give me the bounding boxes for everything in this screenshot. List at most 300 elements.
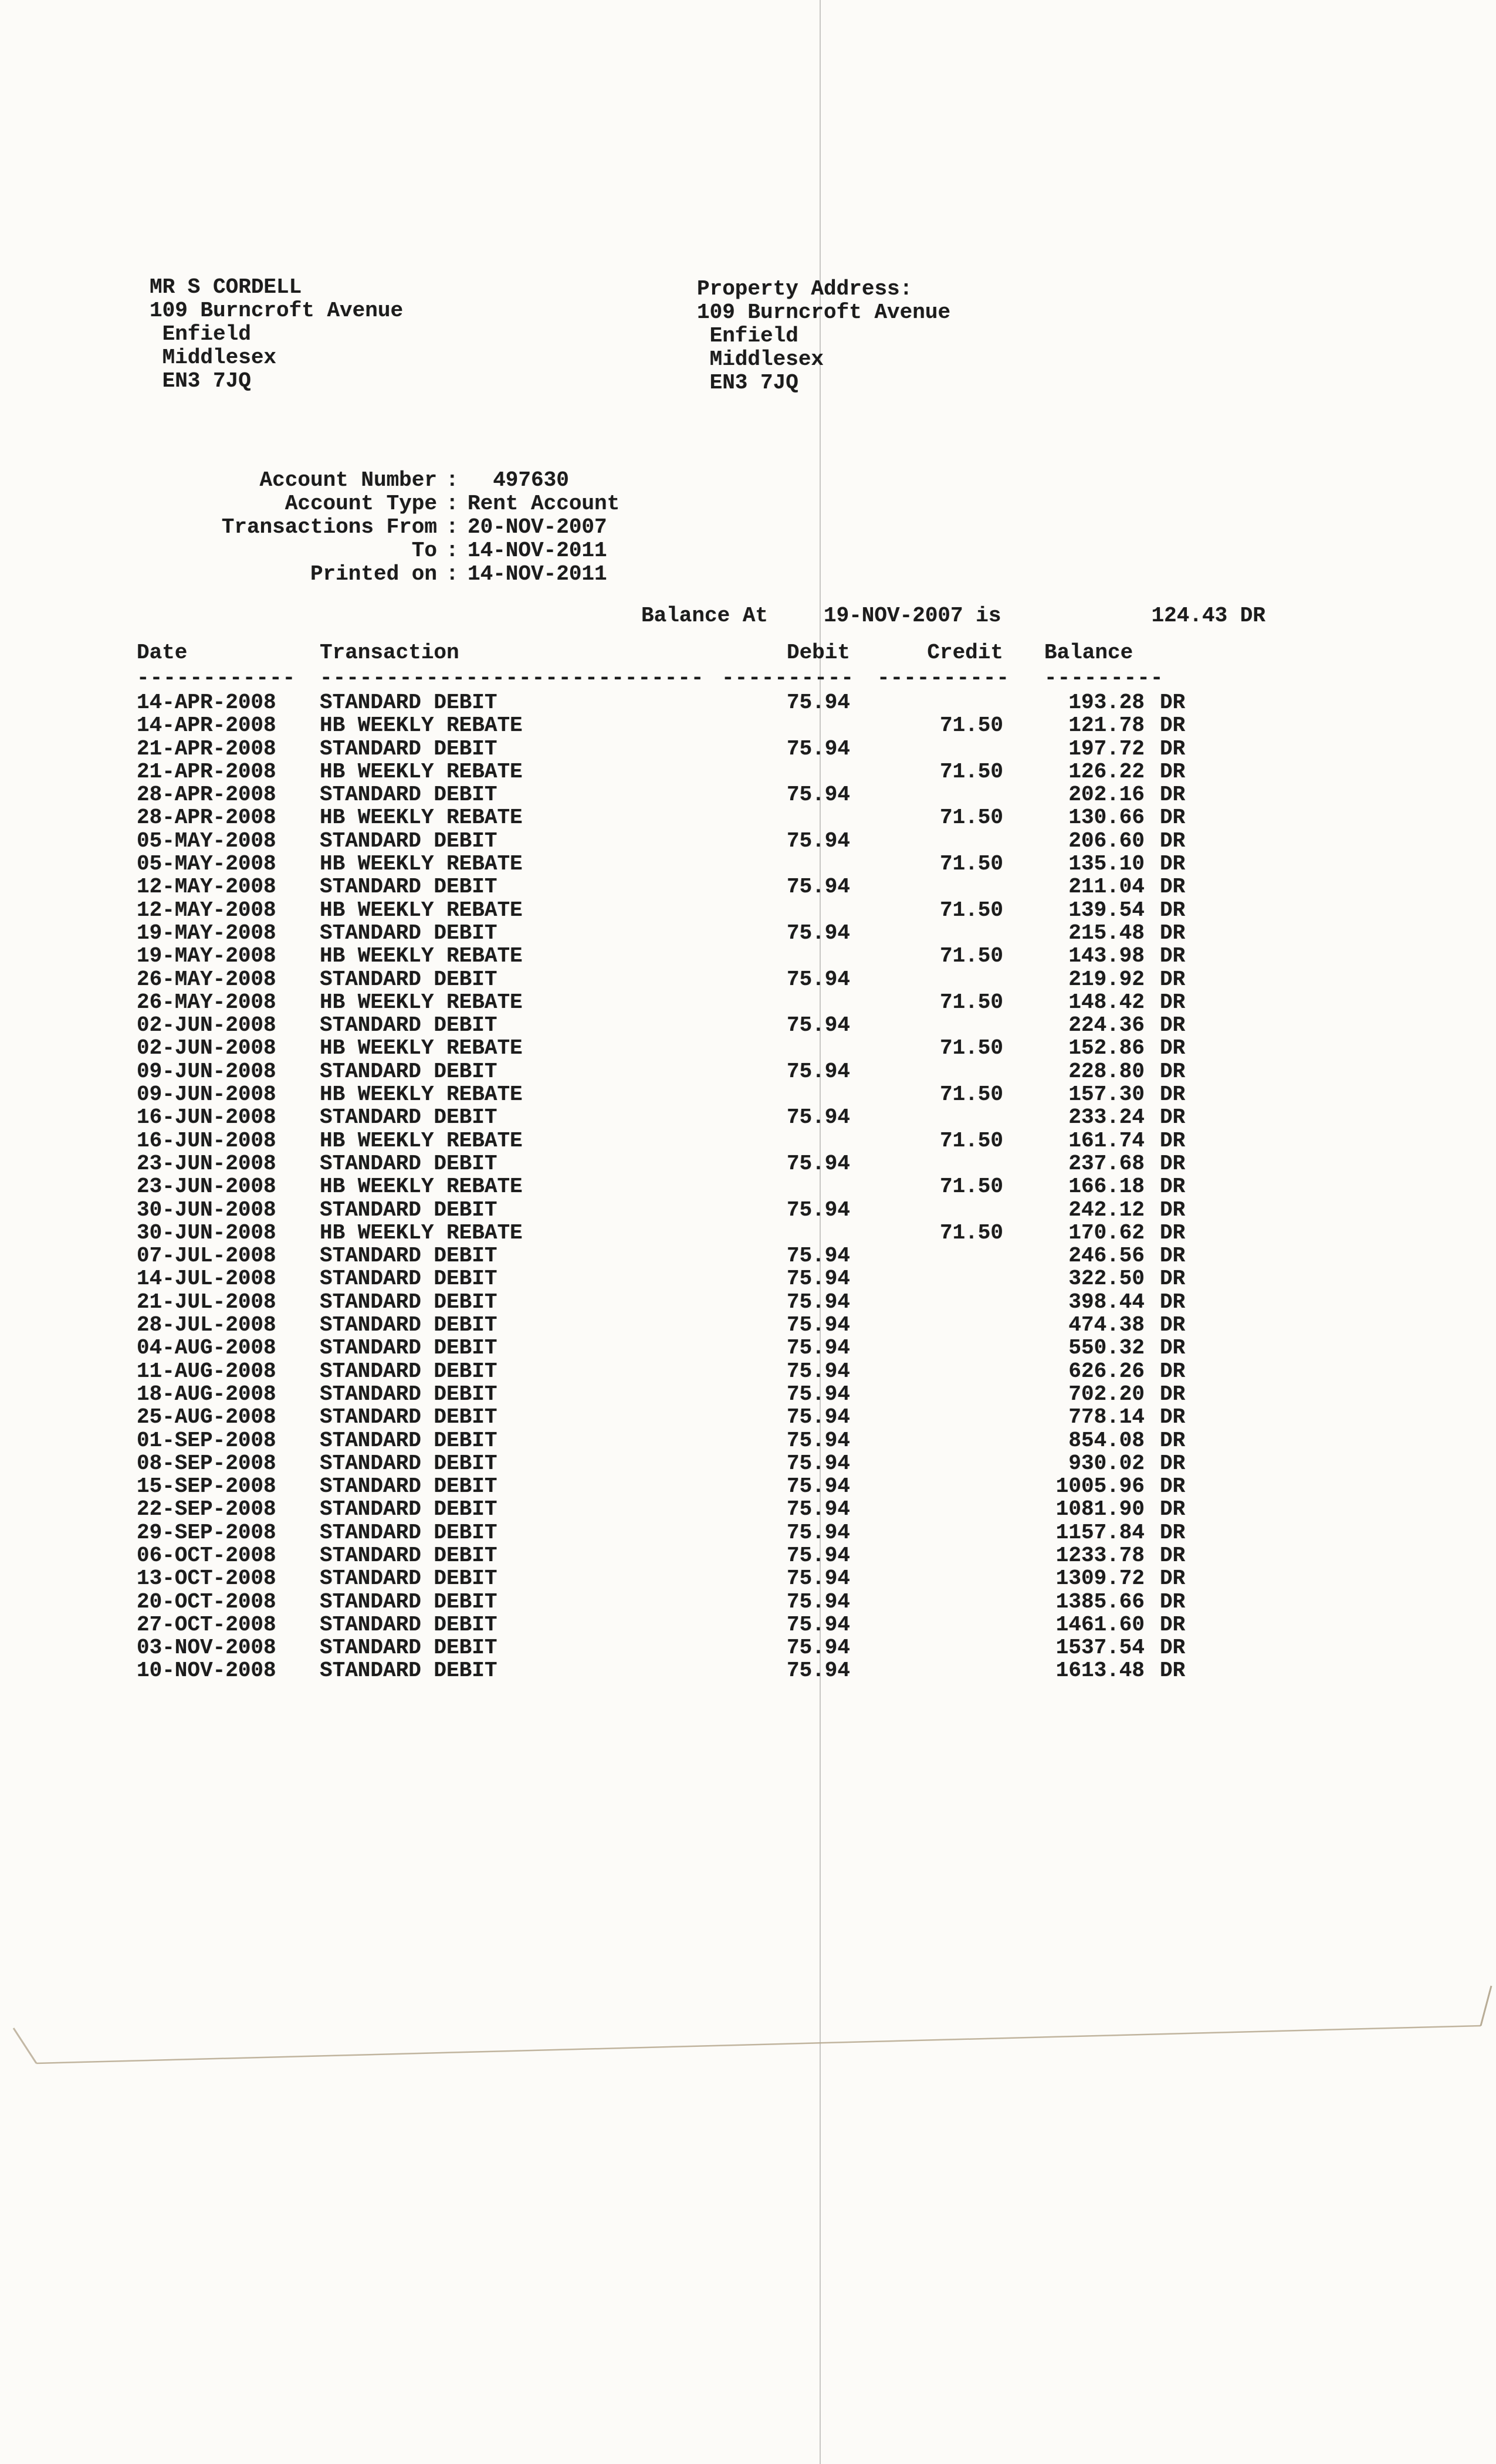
table-row: [0, 1636, 1496, 1659]
cell-balance: 854.08: [1068, 1428, 1145, 1453]
cell-balance: 126.22: [1068, 759, 1145, 784]
cell-debit: 75.94: [786, 1151, 850, 1176]
cell-balance: 1385.66: [1055, 1589, 1145, 1614]
cell-transaction: STANDARD DEBIT: [320, 1428, 497, 1453]
cell-credit: 71.50: [939, 990, 1003, 1014]
recipient-address-block: [150, 276, 403, 393]
account-detail-value: 20-NOV-2007: [468, 515, 607, 539]
cell-debit: 75.94: [786, 1013, 850, 1038]
cell-transaction: HB WEEKLY REBATE: [320, 990, 523, 1014]
property-address-line: Middlesex: [697, 347, 824, 371]
table-row: [0, 899, 1496, 922]
cell-debit: 75.94: [786, 1589, 850, 1614]
cell-transaction: STANDARD DEBIT: [320, 1267, 497, 1291]
table-row: [0, 945, 1496, 967]
cell-dr-indicator: DR: [1160, 898, 1186, 922]
column-header-credit: Credit: [927, 641, 1003, 665]
cell-balance: 143.98: [1068, 944, 1145, 969]
table-row: [0, 922, 1496, 945]
table-row: [0, 1244, 1496, 1267]
recipient-address-line: 109 Burncroft Avenue: [150, 299, 404, 323]
cell-date: 11-AUG-2008: [137, 1359, 276, 1383]
cell-transaction: HB WEEKLY REBATE: [320, 1128, 523, 1153]
cell-debit: 75.94: [786, 1244, 850, 1268]
separator-balance: ---------: [1044, 666, 1164, 690]
column-header-debit: Debit: [786, 641, 850, 665]
table-row: [0, 1590, 1496, 1613]
cell-debit: 75.94: [786, 1359, 850, 1383]
table-row: [0, 1152, 1496, 1175]
cell-date: 27-OCT-2008: [137, 1612, 276, 1637]
cell-transaction: STANDARD DEBIT: [320, 967, 497, 991]
table-row: [0, 1659, 1496, 1682]
cell-balance: 148.42: [1068, 990, 1145, 1014]
cell-date: 15-SEP-2008: [137, 1474, 276, 1499]
cell-date: 14-APR-2008: [137, 713, 276, 738]
cell-credit: 71.50: [939, 944, 1003, 969]
cell-balance: 1309.72: [1055, 1566, 1145, 1591]
cell-dr-indicator: DR: [1160, 1359, 1186, 1383]
cell-dr-indicator: DR: [1160, 1175, 1186, 1199]
cell-debit: 75.94: [786, 1520, 850, 1545]
cell-credit: 71.50: [939, 1082, 1003, 1107]
table-row: [0, 1083, 1496, 1106]
cell-date: 29-SEP-2008: [137, 1520, 276, 1545]
cell-balance: 778.14: [1068, 1405, 1145, 1430]
cell-date: 26-MAY-2008: [137, 990, 276, 1014]
table-row: [0, 714, 1496, 737]
account-detail-row: [0, 539, 1496, 563]
table-row: [0, 1175, 1496, 1198]
account-detail-value: 497630: [468, 468, 569, 492]
cell-dr-indicator: DR: [1160, 1566, 1186, 1591]
cell-date: 22-SEP-2008: [137, 1497, 276, 1522]
cell-dr-indicator: DR: [1160, 1289, 1186, 1314]
cell-dr-indicator: DR: [1160, 1659, 1186, 1683]
cell-transaction: STANDARD DEBIT: [320, 1289, 497, 1314]
cell-balance: 206.60: [1068, 828, 1145, 853]
cell-date: 01-SEP-2008: [137, 1428, 276, 1453]
cell-debit: 75.94: [786, 736, 850, 761]
cell-balance: 1081.90: [1055, 1497, 1145, 1522]
cell-dr-indicator: DR: [1160, 875, 1186, 899]
cell-debit: 75.94: [786, 1059, 850, 1084]
cell-transaction: STANDARD DEBIT: [320, 875, 497, 899]
cell-transaction: STANDARD DEBIT: [320, 1474, 497, 1499]
cell-debit: 75.94: [786, 967, 850, 991]
cell-dr-indicator: DR: [1160, 920, 1186, 945]
cell-date: 07-JUL-2008: [137, 1244, 276, 1268]
cell-debit: 75.94: [786, 1197, 850, 1222]
cell-date: 30-JUN-2008: [137, 1197, 276, 1222]
cell-date: 28-JUL-2008: [137, 1313, 276, 1338]
cell-dr-indicator: DR: [1160, 944, 1186, 969]
cell-date: 12-MAY-2008: [137, 875, 276, 899]
cell-transaction: STANDARD DEBIT: [320, 1612, 497, 1637]
cell-debit: 75.94: [786, 875, 850, 899]
cell-transaction: HB WEEKLY REBATE: [320, 1036, 523, 1061]
cell-dr-indicator: DR: [1160, 1497, 1186, 1522]
cell-debit: 75.94: [786, 1382, 850, 1406]
cell-balance: 135.10: [1068, 852, 1145, 876]
cell-credit: 71.50: [939, 898, 1003, 922]
cell-transaction: STANDARD DEBIT: [320, 1105, 497, 1130]
transaction-rows: [0, 691, 1496, 1683]
account-detail-value: 14-NOV-2011: [468, 562, 607, 586]
property-address-line: Enfield: [697, 324, 798, 348]
cell-balance: 130.66: [1068, 805, 1145, 830]
cell-date: 05-MAY-2008: [137, 828, 276, 853]
cell-date: 19-MAY-2008: [137, 920, 276, 945]
cell-dr-indicator: DR: [1160, 1220, 1186, 1245]
cell-transaction: HB WEEKLY REBATE: [320, 898, 523, 922]
table-row: [0, 1014, 1496, 1037]
account-detail-label: Transactions From: [221, 515, 437, 539]
account-detail-value: Rent Account: [468, 492, 620, 516]
paper-bottom-right-corner-edge: [1481, 1986, 1491, 2026]
cell-dr-indicator: DR: [1160, 1151, 1186, 1176]
cell-date: 21-APR-2008: [137, 736, 276, 761]
cell-debit: 75.94: [786, 1474, 850, 1499]
paper-bottom-left-corner-edge: [13, 2028, 36, 2063]
table-row: [0, 830, 1496, 852]
account-detail-label: Account Type: [285, 492, 437, 516]
opening-balance-date: 19-NOV-2007 is: [824, 604, 1001, 628]
cell-balance: 1157.84: [1055, 1520, 1145, 1545]
account-detail-row: [0, 516, 1496, 539]
cell-dr-indicator: DR: [1160, 1128, 1186, 1153]
cell-dr-indicator: DR: [1160, 1636, 1186, 1660]
cell-balance: 246.56: [1068, 1244, 1145, 1268]
table-row: [0, 968, 1496, 991]
cell-date: 18-AUG-2008: [137, 1382, 276, 1406]
cell-transaction: HB WEEKLY REBATE: [320, 805, 523, 830]
cell-balance: 237.68: [1068, 1151, 1145, 1176]
cell-transaction: HB WEEKLY REBATE: [320, 944, 523, 969]
cell-date: 21-JUL-2008: [137, 1289, 276, 1314]
cell-balance: 626.26: [1068, 1359, 1145, 1383]
cell-dr-indicator: DR: [1160, 1474, 1186, 1499]
cell-date: 23-JUN-2008: [137, 1151, 276, 1176]
cell-balance: 1537.54: [1055, 1636, 1145, 1660]
account-detail-colon: :: [446, 562, 459, 586]
cell-transaction: STANDARD DEBIT: [320, 1359, 497, 1383]
cell-dr-indicator: DR: [1160, 1612, 1186, 1637]
cell-date: 19-MAY-2008: [137, 944, 276, 969]
property-address-line: 109 Burncroft Avenue: [697, 300, 951, 324]
cell-dr-indicator: DR: [1160, 1589, 1186, 1614]
cell-date: 14-JUL-2008: [137, 1267, 276, 1291]
cell-credit: 71.50: [939, 1128, 1003, 1153]
account-details-block: [0, 469, 1496, 586]
property-address-heading: Property Address:: [697, 277, 913, 301]
table-row: [0, 1452, 1496, 1475]
cell-debit: 75.94: [786, 783, 850, 807]
account-detail-colon: :: [446, 468, 459, 492]
recipient-address-line: EN3 7JQ: [150, 369, 251, 393]
cell-dr-indicator: DR: [1160, 1313, 1186, 1338]
cell-debit: 75.94: [786, 1405, 850, 1430]
column-header-date: Date: [137, 641, 188, 665]
cell-balance: 398.44: [1068, 1289, 1145, 1314]
table-row: [0, 1336, 1496, 1359]
cell-transaction: STANDARD DEBIT: [320, 1451, 497, 1475]
opening-balance-label: Balance At: [641, 604, 769, 628]
account-detail-row: [0, 492, 1496, 516]
cell-dr-indicator: DR: [1160, 1336, 1186, 1360]
column-header-balance: Balance: [1044, 641, 1133, 665]
table-row: [0, 1129, 1496, 1152]
cell-balance: 242.12: [1068, 1197, 1145, 1222]
column-header-transaction: Transaction: [320, 641, 459, 665]
cell-dr-indicator: DR: [1160, 1405, 1186, 1430]
cell-debit: 75.94: [786, 1659, 850, 1683]
cell-credit: 71.50: [939, 1036, 1003, 1061]
cell-transaction: STANDARD DEBIT: [320, 1636, 497, 1660]
property-address-block: [697, 277, 950, 395]
cell-transaction: STANDARD DEBIT: [320, 1497, 497, 1522]
cell-balance: 1233.78: [1055, 1543, 1145, 1568]
cell-debit: 75.94: [786, 1451, 850, 1475]
cell-balance: 233.24: [1068, 1105, 1145, 1130]
cell-date: 04-AUG-2008: [137, 1336, 276, 1360]
cell-transaction: HB WEEKLY REBATE: [320, 713, 523, 738]
cell-transaction: STANDARD DEBIT: [320, 1013, 497, 1038]
account-detail-colon: :: [446, 539, 459, 563]
table-row: [0, 1267, 1496, 1290]
cell-transaction: HB WEEKLY REBATE: [320, 1082, 523, 1107]
account-detail-colon: :: [446, 492, 459, 516]
cell-transaction: HB WEEKLY REBATE: [320, 1175, 523, 1199]
cell-debit: 75.94: [786, 828, 850, 853]
cell-balance: 550.32: [1068, 1336, 1145, 1360]
table-row: [0, 991, 1496, 1014]
account-detail-row: [0, 563, 1496, 586]
cell-transaction: STANDARD DEBIT: [320, 1336, 497, 1360]
separator-credit: ----------: [877, 666, 1010, 690]
opening-balance-amount: 124.43 DR: [1151, 604, 1265, 628]
cell-date: 05-MAY-2008: [137, 852, 276, 876]
cell-transaction: STANDARD DEBIT: [320, 1059, 497, 1084]
account-detail-row: [0, 469, 1496, 492]
cell-balance: 474.38: [1068, 1313, 1145, 1338]
cell-debit: 75.94: [786, 1428, 850, 1453]
cell-date: 16-JUN-2008: [137, 1128, 276, 1153]
cell-dr-indicator: DR: [1160, 990, 1186, 1014]
table-row: [0, 1106, 1496, 1129]
cell-credit: 71.50: [939, 1220, 1003, 1245]
cell-dr-indicator: DR: [1160, 783, 1186, 807]
separator-date: ------------: [137, 666, 296, 690]
cell-balance: 228.80: [1068, 1059, 1145, 1084]
cell-date: 25-AUG-2008: [137, 1405, 276, 1430]
cell-balance: 157.30: [1068, 1082, 1145, 1107]
cell-dr-indicator: DR: [1160, 1059, 1186, 1084]
cell-balance: 197.72: [1068, 736, 1145, 761]
separator-debit: ----------: [722, 666, 855, 690]
cell-dr-indicator: DR: [1160, 805, 1186, 830]
account-detail-label: To: [411, 539, 437, 563]
cell-balance: 152.86: [1068, 1036, 1145, 1061]
cell-dr-indicator: DR: [1160, 1451, 1186, 1475]
table-row: [0, 1544, 1496, 1567]
cell-balance: 121.78: [1068, 713, 1145, 738]
cell-dr-indicator: DR: [1160, 1543, 1186, 1568]
cell-balance: 211.04: [1068, 875, 1145, 899]
cell-balance: 224.36: [1068, 1013, 1145, 1038]
cell-balance: 322.50: [1068, 1267, 1145, 1291]
cell-date: 26-MAY-2008: [137, 967, 276, 991]
account-detail-label: Printed on: [310, 562, 437, 586]
separator-transaction: -----------------------------: [320, 666, 705, 690]
table-row: [0, 1291, 1496, 1314]
cell-date: 08-SEP-2008: [137, 1451, 276, 1475]
cell-debit: 75.94: [786, 1612, 850, 1637]
opening-balance-line: [0, 604, 1496, 628]
cell-balance: 930.02: [1068, 1451, 1145, 1475]
cell-balance: 702.20: [1068, 1382, 1145, 1406]
cell-transaction: HB WEEKLY REBATE: [320, 759, 523, 784]
cell-credit: 71.50: [939, 805, 1003, 830]
cell-transaction: STANDARD DEBIT: [320, 1520, 497, 1545]
cell-transaction: STANDARD DEBIT: [320, 736, 497, 761]
cell-date: 02-JUN-2008: [137, 1036, 276, 1061]
table-row: [0, 737, 1496, 760]
cell-balance: 219.92: [1068, 967, 1145, 991]
cell-date: 20-OCT-2008: [137, 1589, 276, 1614]
cell-balance: 139.54: [1068, 898, 1145, 922]
cell-date: 12-MAY-2008: [137, 898, 276, 922]
cell-transaction: HB WEEKLY REBATE: [320, 852, 523, 876]
cell-balance: 166.18: [1068, 1175, 1145, 1199]
cell-debit: 75.94: [786, 1313, 850, 1338]
cell-date: 28-APR-2008: [137, 805, 276, 830]
cell-dr-indicator: DR: [1160, 967, 1186, 991]
table-row: [0, 1475, 1496, 1498]
cell-transaction: STANDARD DEBIT: [320, 783, 497, 807]
cell-dr-indicator: DR: [1160, 1082, 1186, 1107]
table-row: [0, 1498, 1496, 1521]
table-row: [0, 1567, 1496, 1590]
cell-date: 06-OCT-2008: [137, 1543, 276, 1568]
cell-transaction: STANDARD DEBIT: [320, 1151, 497, 1176]
cell-credit: 71.50: [939, 852, 1003, 876]
recipient-address-line: MR S CORDELL: [150, 275, 302, 299]
cell-debit: 75.94: [786, 691, 850, 715]
table-row: [0, 760, 1496, 783]
cell-transaction: STANDARD DEBIT: [320, 1405, 497, 1430]
table-row: [0, 806, 1496, 829]
cell-date: 28-APR-2008: [137, 783, 276, 807]
cell-debit: 75.94: [786, 1543, 850, 1568]
cell-date: 30-JUN-2008: [137, 1220, 276, 1245]
table-row: [0, 875, 1496, 898]
cell-debit: 75.94: [786, 920, 850, 945]
account-detail-value: 14-NOV-2011: [468, 539, 607, 563]
cell-debit: 75.94: [786, 1636, 850, 1660]
table-row: [0, 1613, 1496, 1636]
transaction-table: [0, 641, 1496, 1683]
cell-balance: 161.74: [1068, 1128, 1145, 1153]
cell-dr-indicator: DR: [1160, 852, 1186, 876]
cell-transaction: STANDARD DEBIT: [320, 1589, 497, 1614]
cell-dr-indicator: DR: [1160, 1105, 1186, 1130]
cell-dr-indicator: DR: [1160, 1267, 1186, 1291]
cell-date: 02-JUN-2008: [137, 1013, 276, 1038]
table-row: [0, 1429, 1496, 1452]
table-row: [0, 1037, 1496, 1060]
cell-dr-indicator: DR: [1160, 691, 1186, 715]
table-row: [0, 1221, 1496, 1244]
recipient-address-line: Enfield: [150, 322, 251, 346]
transaction-table-separator-row: [0, 666, 1496, 691]
cell-transaction: STANDARD DEBIT: [320, 920, 497, 945]
cell-dr-indicator: DR: [1160, 1013, 1186, 1038]
cell-debit: 75.94: [786, 1497, 850, 1522]
cell-dr-indicator: DR: [1160, 1520, 1186, 1545]
table-row: [0, 1314, 1496, 1336]
table-row: [0, 852, 1496, 875]
cell-balance: 193.28: [1068, 691, 1145, 715]
cell-debit: 75.94: [786, 1267, 850, 1291]
cell-dr-indicator: DR: [1160, 736, 1186, 761]
cell-balance: 1613.48: [1055, 1659, 1145, 1683]
cell-balance: 215.48: [1068, 920, 1145, 945]
account-detail-colon: :: [446, 515, 459, 539]
cell-debit: 75.94: [786, 1105, 850, 1130]
table-row: [0, 1406, 1496, 1429]
cell-dr-indicator: DR: [1160, 828, 1186, 853]
table-row: [0, 783, 1496, 806]
cell-transaction: STANDARD DEBIT: [320, 1313, 497, 1338]
table-row: [0, 1060, 1496, 1083]
cell-transaction: STANDARD DEBIT: [320, 1659, 497, 1683]
account-detail-label: Account Number: [259, 468, 437, 492]
cell-transaction: HB WEEKLY REBATE: [320, 1220, 523, 1245]
cell-dr-indicator: DR: [1160, 1382, 1186, 1406]
cell-date: 16-JUN-2008: [137, 1105, 276, 1130]
cell-transaction: STANDARD DEBIT: [320, 1197, 497, 1222]
cell-debit: 75.94: [786, 1336, 850, 1360]
cell-date: 23-JUN-2008: [137, 1175, 276, 1199]
table-row: [0, 1360, 1496, 1383]
cell-date: 09-JUN-2008: [137, 1059, 276, 1084]
cell-credit: 71.50: [939, 713, 1003, 738]
cell-transaction: STANDARD DEBIT: [320, 1244, 497, 1268]
cell-transaction: STANDARD DEBIT: [320, 828, 497, 853]
table-row: [0, 1383, 1496, 1406]
cell-transaction: STANDARD DEBIT: [320, 691, 497, 715]
cell-transaction: STANDARD DEBIT: [320, 1543, 497, 1568]
cell-dr-indicator: DR: [1160, 759, 1186, 784]
cell-balance: 202.16: [1068, 783, 1145, 807]
paper-bottom-edge: [36, 2026, 1481, 2063]
cell-dr-indicator: DR: [1160, 1197, 1186, 1222]
recipient-address-line: Middlesex: [150, 346, 277, 370]
cell-credit: 71.50: [939, 1175, 1003, 1199]
cell-dr-indicator: DR: [1160, 1428, 1186, 1453]
cell-date: 09-JUN-2008: [137, 1082, 276, 1107]
cell-date: 13-OCT-2008: [137, 1566, 276, 1591]
cell-balance: 1461.60: [1055, 1612, 1145, 1637]
cell-transaction: STANDARD DEBIT: [320, 1382, 497, 1406]
table-row: [0, 1521, 1496, 1544]
cell-debit: 75.94: [786, 1566, 850, 1591]
transaction-table-header: [0, 641, 1496, 666]
cell-date: 03-NOV-2008: [137, 1636, 276, 1660]
table-row: [0, 1199, 1496, 1221]
cell-date: 21-APR-2008: [137, 759, 276, 784]
